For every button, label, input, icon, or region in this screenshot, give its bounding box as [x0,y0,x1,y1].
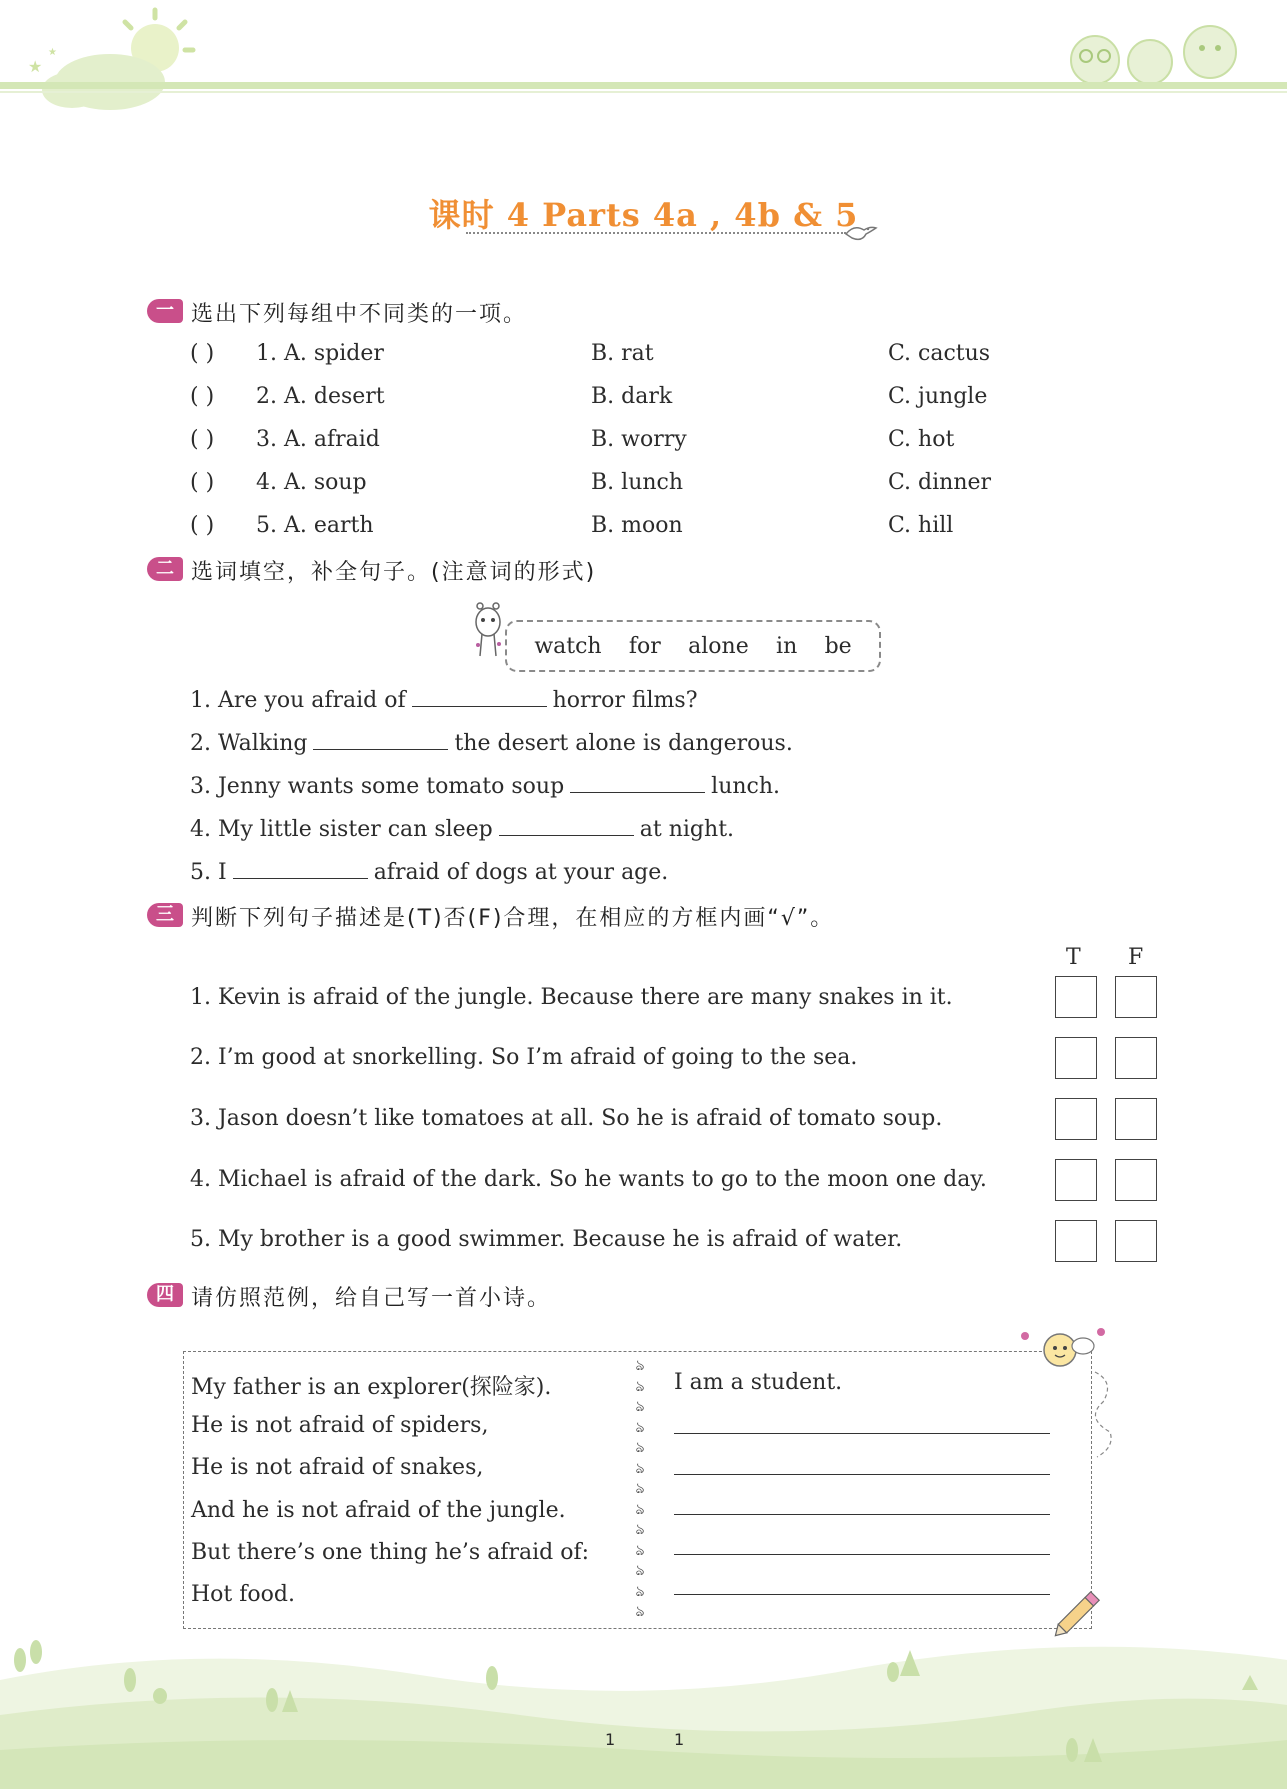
answer-blank[interactable] [499,815,634,836]
true-column-header: T [1066,945,1081,970]
answer-line[interactable] [674,1433,1050,1434]
true-checkbox[interactable] [1055,1037,1097,1079]
sentence-start: 3. Jenny wants some tomato soup [190,774,565,799]
answer-poem-first-line: I am a student. [674,1370,843,1395]
sentence-start: 1. Are you afraid of [190,688,406,713]
section-title: 请仿照范例，给自己写一首小诗。 [191,1286,552,1311]
answer-blank[interactable] [233,858,368,879]
false-checkbox[interactable] [1115,1037,1157,1079]
word-bank [505,620,881,672]
bird-icon [842,220,878,244]
false-checkbox[interactable] [1115,1098,1157,1140]
animal-faces-illustration [1071,26,1236,84]
sentence-start: 4. My little sister can sleep [190,817,493,842]
tf-statement: 3. Jason doesn’t like tomatoes at all. So he is afraid of tomato soup. [190,1106,943,1131]
false-checkbox[interactable] [1115,1220,1157,1262]
header-band [0,82,1287,89]
sentence-end: lunch. [711,774,781,799]
footer-landscape [0,1620,1287,1789]
tf-statement: 4. Michael is afraid of the dark. So he wants to go to the moon one day. [190,1167,987,1192]
word-bank-item: be [824,633,852,659]
option-a: 2. A. desert [256,384,385,409]
word-bank-item: in [776,633,798,659]
false-checkbox[interactable] [1115,976,1157,1018]
option-a: 4. A. soup [256,470,367,495]
option-b: B. lunch [591,470,684,495]
section-badge: 一 [147,299,183,323]
option-b: B. worry [591,427,687,452]
section-title: 判断下列句子描述是(T)否(F)合理，在相应的方框内画“√”。 [191,906,835,931]
sentence-end: the desert alone is dangerous. [454,731,793,756]
option-c: C. dinner [888,470,992,495]
option-c: C. hot [888,427,955,452]
fill-sentence [190,858,668,885]
fill-sentence [190,815,734,842]
header-decoration [0,0,1287,120]
header-band-thin [0,91,1287,93]
false-checkbox[interactable] [1115,1159,1157,1201]
fill-sentence [190,686,698,713]
section-title: 选出下列每组中不同类的一项。 [191,302,528,327]
section-title: 选词填空，补全句子。(注意词的形式) [191,560,597,585]
option-c: C. jungle [888,384,988,409]
sun-cloud-illustration [28,10,193,110]
answer-paren[interactable]: ( ) [190,427,215,452]
svg-text:★: ★ [28,57,43,76]
true-checkbox[interactable] [1055,976,1097,1018]
option-b: B. dark [591,384,673,409]
option-a: 5. A. earth [256,513,374,538]
title-underline [466,232,846,234]
tf-statement: 1. Kevin is afraid of the jungle. Because there are many snakes in it. [190,985,953,1010]
option-b: B. rat [591,341,654,366]
word-bank-item: alone [688,633,749,659]
sentence-start: 2. Walking [190,731,308,756]
giraffe-icon [468,600,508,660]
option-a: 3. A. afraid [256,427,380,452]
fill-sentence [190,772,780,799]
option-b: B. moon [591,513,683,538]
false-column-header: F [1128,945,1144,970]
tf-statement: 5. My brother is a good swimmer. Because he is afraid of water. [190,1227,903,1252]
example-poem-line: But there’s one thing he’s afraid of: [191,1540,589,1565]
example-poem-line: He is not afraid of spiders, [191,1413,489,1438]
svg-text:★: ★ [48,47,57,58]
section-badge: 二 [147,557,183,581]
answer-line[interactable] [674,1514,1050,1515]
sentence-end: at night. [639,817,735,842]
answer-line[interactable] [674,1474,1050,1475]
option-c: C. hill [888,513,954,538]
answer-blank[interactable] [412,686,547,707]
example-poem-line: He is not afraid of snakes, [191,1455,484,1480]
answer-paren[interactable]: ( ) [190,341,215,366]
option-a: 1. A. spider [256,341,384,366]
page-number-left: 1 [605,1730,616,1749]
word-bank-item: watch [534,633,602,659]
section-badge: 三 [147,903,183,927]
example-poem-line: And he is not afraid of the jungle. [191,1498,566,1523]
answer-line[interactable] [674,1554,1050,1555]
true-checkbox[interactable] [1055,1159,1097,1201]
word-bank-item: for [628,633,661,659]
answer-blank[interactable] [570,772,705,793]
answer-blank[interactable] [313,729,448,750]
page-number-right: 1 [674,1730,685,1749]
fill-sentence [190,729,793,756]
answer-paren[interactable]: ( ) [190,470,215,495]
tf-statement: 2. I’m good at snorkelling. So I’m afraid of going to the sea. [190,1045,858,1070]
vine-divider: ঌ ঌ ঌ ঌ ঌ ঌ ঌ ঌ ঌ ঌ ঌ ঌ ঌ [635,1356,645,1620]
answer-paren[interactable]: ( ) [190,384,215,409]
sentence-end: horror films? [552,688,698,713]
lesson-title: 课时 4 Parts 4a , 4b & 5 [428,196,859,234]
section-badge: 四 [147,1283,183,1307]
true-checkbox[interactable] [1055,1098,1097,1140]
bee-icon [1015,1322,1115,1462]
option-c: C. cactus [888,341,991,366]
sentence-end: afraid of dogs at your age. [373,860,669,885]
example-poem-line: Hot food. [191,1582,295,1607]
true-checkbox[interactable] [1055,1220,1097,1262]
answer-paren[interactable]: ( ) [190,513,215,538]
sentence-start: 5. I [190,860,227,885]
example-poem-line: My father is an explorer(探险家). [191,1375,552,1400]
answer-line[interactable] [674,1594,1050,1595]
